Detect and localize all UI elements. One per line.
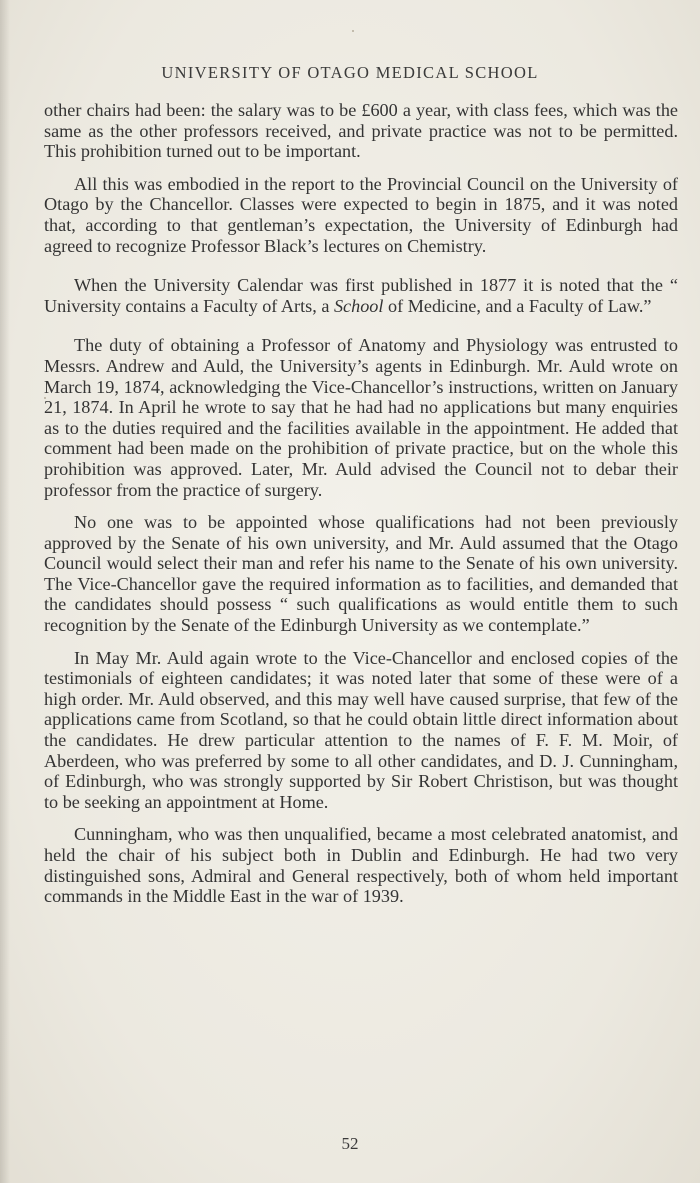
paragraph-3 (44, 275, 678, 316)
paragraph-4: The duty of obtaining a Professor of Anatomy and Physiology was entrusted to Messrs. Andrew and Auld, the University’s agents in Edinburgh. Mr. Auld wrote on March 19, 1874, acknowledging the Vice-Chancellor’s instructions, written on January 21, 1874. In April he wrote to say that he had had no applications but many enquiries as to the duties required and the facilities available in the appointment. He added that comment had been made on the prohibition of private practice, but on the whole this prohibition was approved. Later, Mr. Auld advised the Council not to debar their professor from the practice of surgery. (44, 335, 678, 500)
paper-speck (352, 30, 354, 32)
paragraph-6: In May Mr. Auld again wrote to the Vice-Chancellor and enclosed copies of the testimonials of eighteen candidates; it was noted later that some of these were of a high order. Mr. Auld observed, and this may well have caused surprise, that few of the applications came from Scotland, so that he could obtain little direct information about the candidates. He drew particular attention to the names of F. F. M. Moir, of Aberdeen, who was preferred by some to all other candidates, and D. J. Cunningham, of Edinburgh, who was strongly supported by Sir Robert Christison, but was thought to be seeking an appointment at Home. (44, 647, 678, 812)
paragraph-3-italic-school: School (333, 295, 384, 316)
body-text (44, 100, 678, 907)
paragraph-1: other chairs had been: the salary was to be £600 a year, with class fees, which was the same as the other professors received, and private practice was not to be permitted. This prohibition turned out to be important. (44, 100, 678, 162)
paragraph-5: No one was to be appointed whose qualifications had not been previously approved by the Senate of his own university, and Mr. Auld assumed that the Otago Council would select their man and refer his name to the Senate of his own university. The Vice-Chancellor gave the required information as to facilities, and demanded that the candidates should possess “ such qualifications as would entitle them to such recognition by the Senate of the Edinburgh University as we contemplate.” (44, 512, 678, 636)
paragraph-3-text-a: When the University Calendar was first published in 1877 it is noted that the “ University contains a Faculty of Arts, a (44, 275, 678, 316)
page-edge-shadow (0, 0, 10, 1183)
paragraph-7: Cunningham, who was then unqualified, became a most celebrated anatomist, and held the chair of his subject both in Dublin and Edinburgh. He had two very distinguished sons, Admiral and General respectively, both of whom held important commands in the Middle East in the war of 1939. (44, 824, 678, 907)
page-number: 52 (341, 1134, 359, 1153)
running-header: UNIVERSITY OF OTAGO MEDICAL SCHOOL (161, 63, 539, 82)
paragraph-2: All this was embodied in the report to the Provincial Council on the University of Otago by the Chancellor. Classes were expected to begin in 1875, and it was noted that, according to that gentleman’s expectation, the University of Edinburgh had agreed to recognize Professor Black’s lectures on Chemistry. (44, 173, 678, 256)
paragraph-3-text-b: of Medicine, and a Faculty of Law.” (383, 295, 652, 316)
